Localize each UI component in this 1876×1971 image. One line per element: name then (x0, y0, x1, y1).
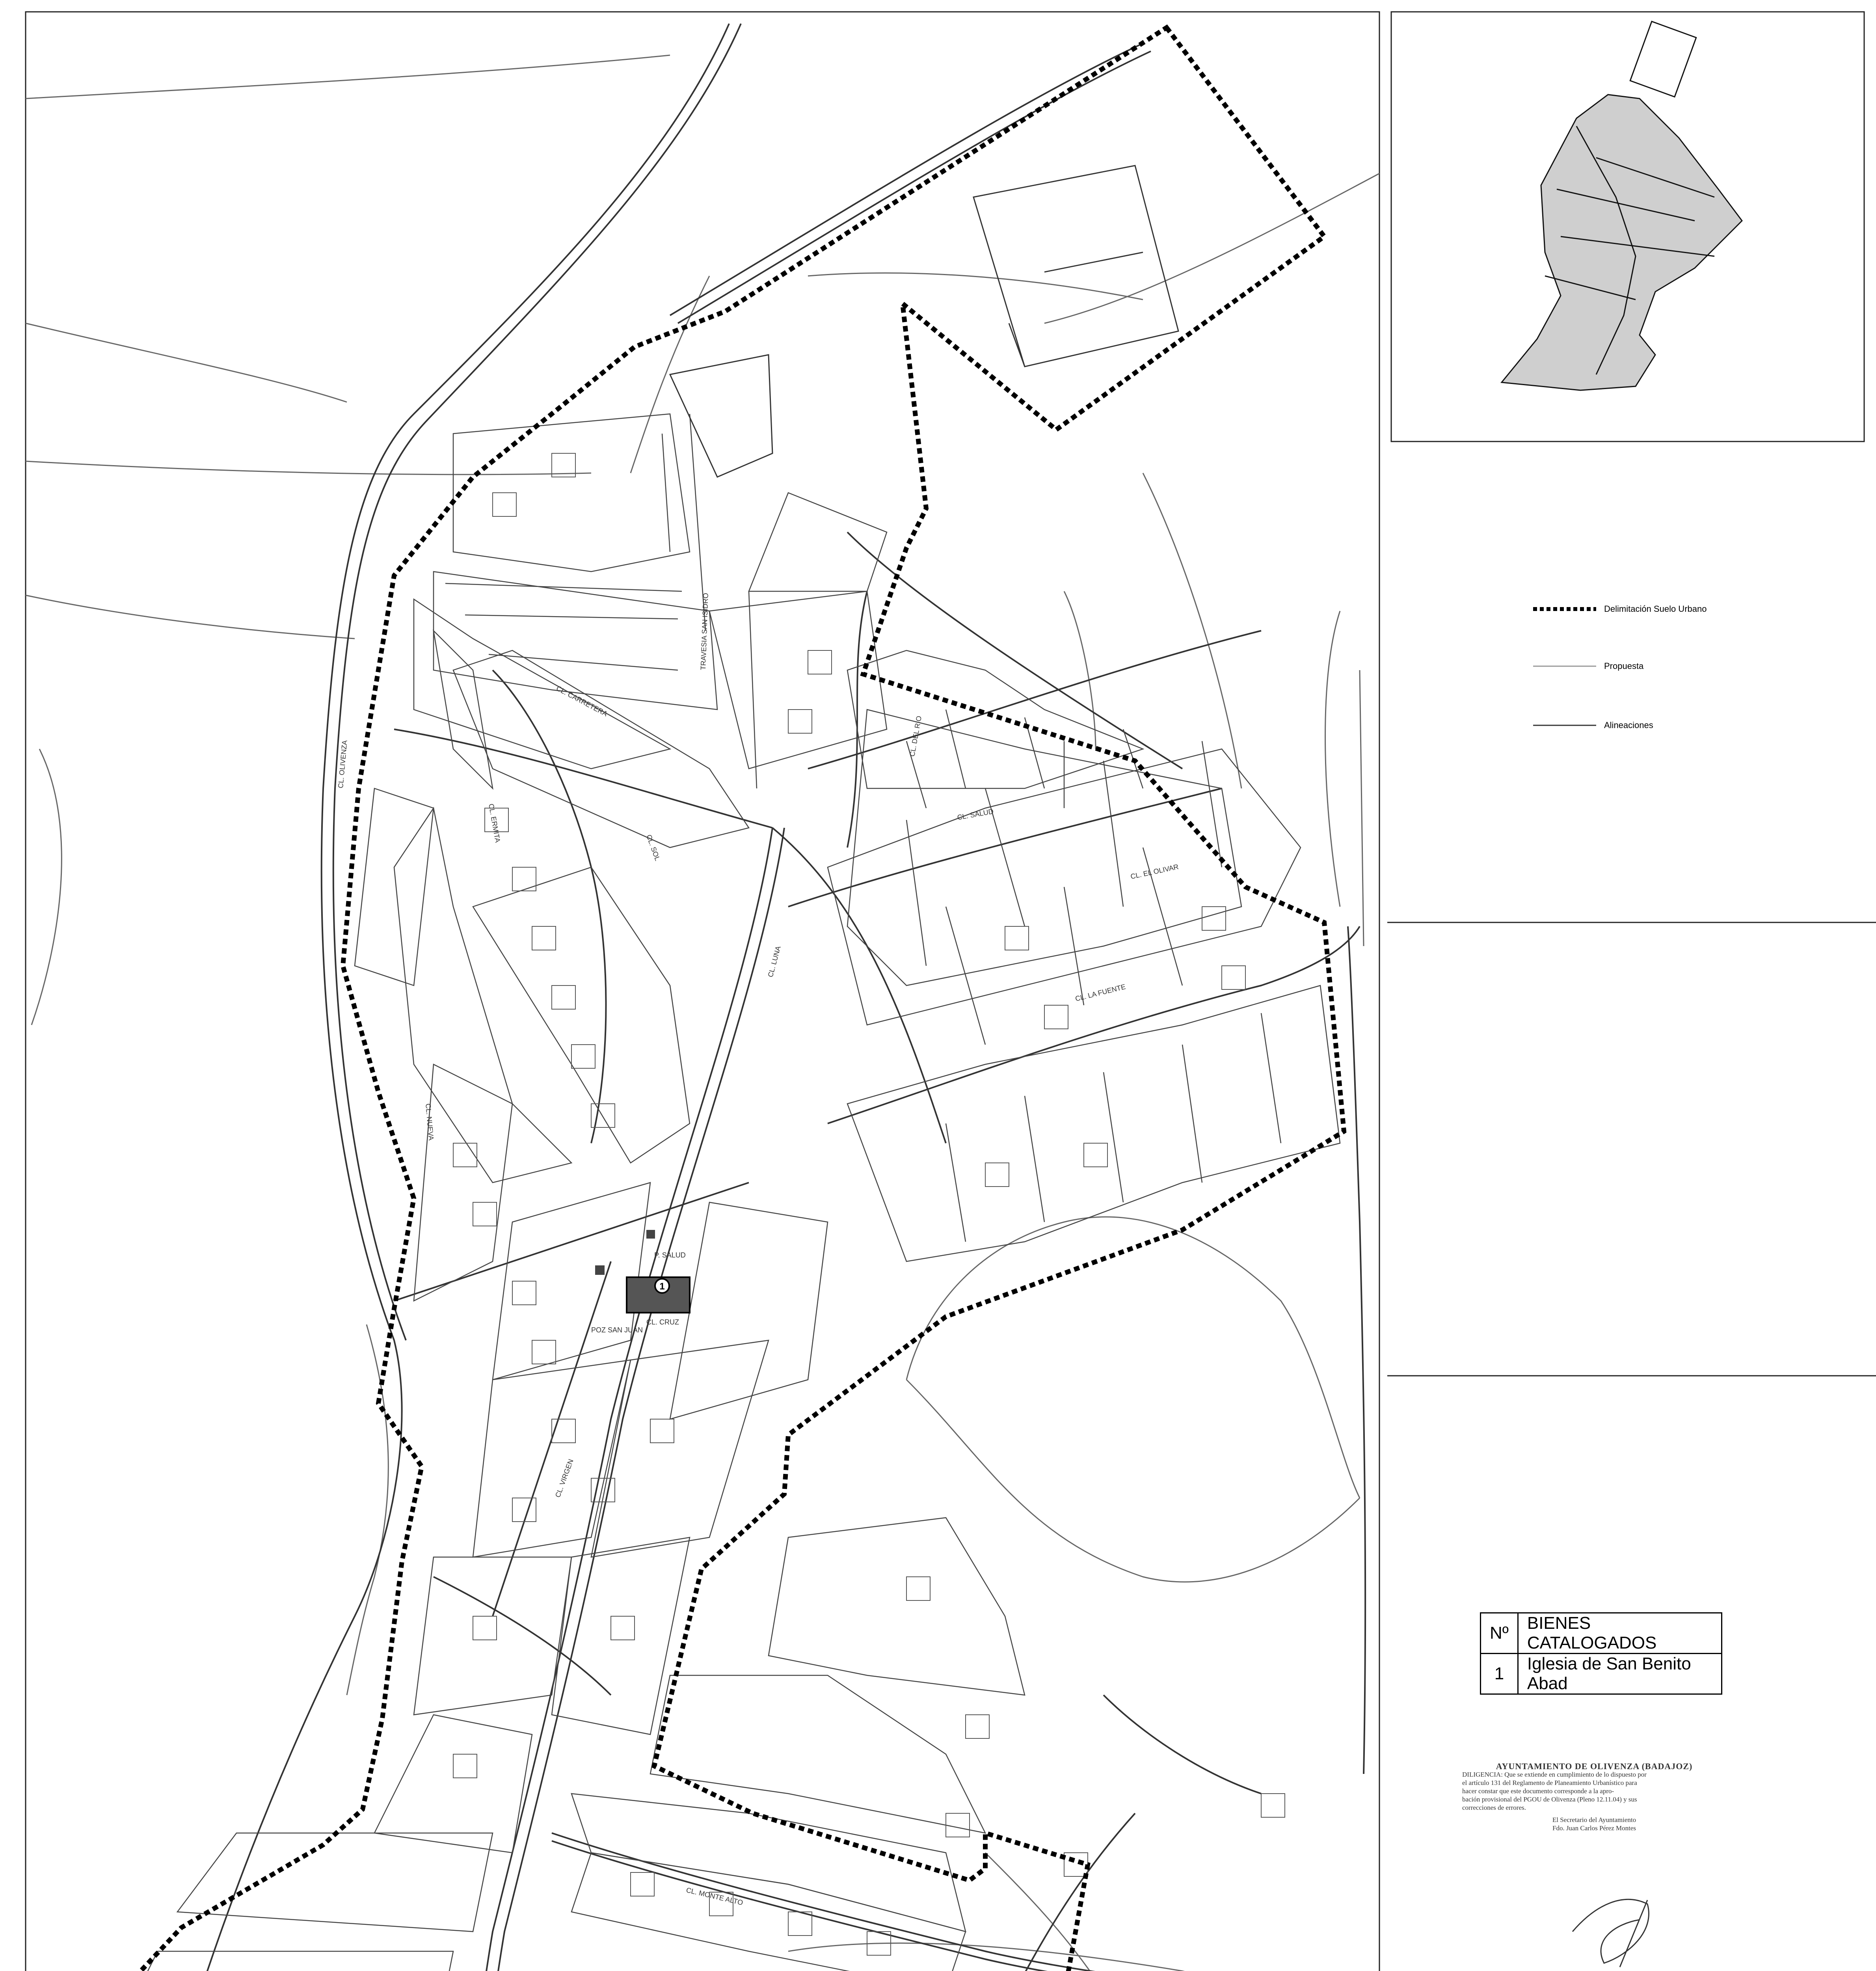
stamp-line: hacer constar que este documento corresponde a la apro- (1462, 1787, 1614, 1795)
diligence-stamp (1462, 1762, 1726, 1832)
legend-label-proposal: Propuesta (1604, 661, 1644, 671)
stamp-heading: AYUNTAMIENTO DE OLIVENZA (BADAJOZ) (1496, 1761, 1693, 1771)
sports-field (670, 166, 1178, 477)
catalog-row-name: Iglesia de San Benito Abad (1518, 1654, 1722, 1694)
roads (138, 24, 1372, 1971)
street-label: CL. VIRGEN (553, 1458, 575, 1499)
stamp-line: correcciones de errores. (1462, 1804, 1526, 1811)
stamp-signature-line2: Fdo. Juan Carlos Pérez Montes (1552, 1824, 1636, 1832)
street-label: POZ SAN JUAN (591, 1326, 643, 1334)
legend-label-boundary: Delimitación Suelo Urbano (1604, 604, 1707, 614)
terrain-lines (26, 55, 1379, 1971)
legend-label-alignments: Alineaciones (1604, 720, 1653, 730)
street-label: CL. LUNA (766, 945, 782, 978)
church-number: 1 (659, 1281, 665, 1292)
street-label: CL. ERMITA (487, 803, 502, 843)
stamp-line: DILIGENCIA: Que se extiende en cumplimiento de lo dispuesto por (1462, 1771, 1647, 1778)
parcels (118, 414, 1340, 1971)
street-labels (337, 593, 1179, 1907)
street-label: CL. MONTE ALTO (685, 1886, 744, 1907)
stamp-line: el artículo 131 del Reglamento de Planeamiento Urbanístico para (1462, 1779, 1637, 1787)
street-label: CL. LA FUENTE (1074, 982, 1127, 1003)
street-label: CL. SALUD (957, 807, 994, 822)
key-map (1502, 21, 1742, 390)
stamp-signature-line1: El Secretario del Ayuntamiento (1552, 1816, 1636, 1824)
plaza-label: P. SALUD (654, 1251, 686, 1259)
street-label: CL. NUEVA (424, 1103, 436, 1141)
catalog-row (1481, 1654, 1722, 1694)
signature (1573, 1899, 1649, 1967)
legend-samples (1533, 609, 1596, 725)
catalog-header-title: BIENES CATALOGADOS (1518, 1613, 1722, 1654)
street-label: CL. EL OLIVAR (1130, 863, 1180, 881)
urban-boundary (67, 28, 1344, 1971)
stamp-line: bación provisional del PGOU de Olivenza (Pleno 12.11.04) y sus (1462, 1796, 1637, 1803)
street-label: CL. DEL RIO (908, 715, 923, 757)
catalog-header-row (1481, 1613, 1722, 1654)
street-label: CL. CRUZ (646, 1318, 679, 1326)
building-hatching (453, 453, 1285, 1955)
street-label: CL. OLIVENZA (337, 740, 349, 789)
street-label: TRAVESIA SAN ISIDRO (699, 592, 710, 671)
street-label: CL. SOL (645, 833, 662, 862)
catalog-table (1480, 1612, 1722, 1695)
catalog-header-num: Nº (1481, 1613, 1518, 1654)
street-label: CL. CARRETERA (555, 684, 609, 718)
catalog-row-num: 1 (1481, 1654, 1518, 1694)
